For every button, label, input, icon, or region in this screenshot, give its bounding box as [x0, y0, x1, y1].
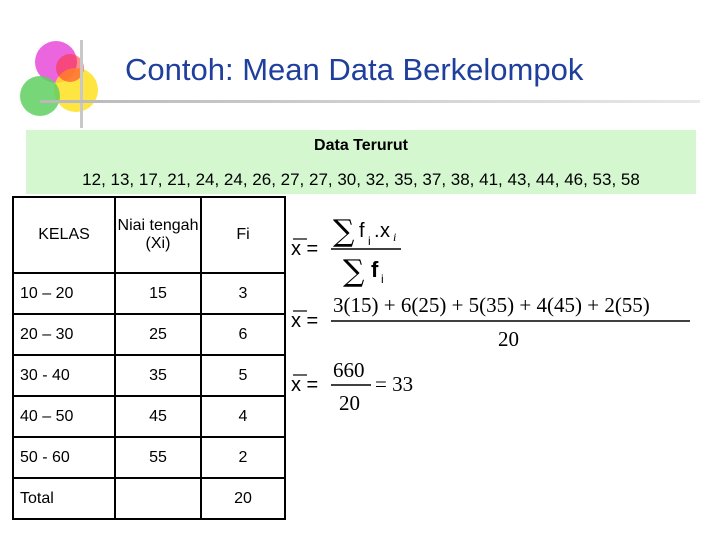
header-kelas: KELAS [13, 197, 115, 273]
formula3-denominator: 20 [339, 391, 360, 415]
table-row [13, 396, 285, 437]
formula-result [291, 358, 413, 415]
table-row [13, 273, 285, 314]
cell-kelas: 20 – 30 [13, 314, 115, 355]
frequency-table [12, 196, 286, 520]
formula2-numerator: 3(15) + 6(25) + 5(35) + 4(45) + 2(55) [333, 293, 650, 317]
decorative-logo [10, 38, 100, 118]
cell-xi: 25 [115, 314, 201, 355]
cell-kelas: 30 - 40 [13, 355, 115, 396]
cell-fi: 2 [201, 437, 285, 478]
formula-substituted [291, 293, 690, 351]
cell-xi: 15 [115, 273, 201, 314]
formula3-result: = 33 [375, 372, 414, 396]
header-horizontal-rule [40, 100, 700, 103]
cell-fi: 4 [201, 396, 285, 437]
formula1-num-i2: i [393, 230, 397, 244]
cell-kelas: 40 – 50 [13, 396, 115, 437]
cell-fi: 3 [201, 273, 285, 314]
sorted-data-values: 12, 13, 17, 21, 24, 24, 26, 27, 27, 30, 32, 35, 37, 38, 41, 43, 44, 46, 53, 58 [82, 170, 640, 189]
cell-kelas: 50 - 60 [13, 437, 115, 478]
formula3-lhs: x = [291, 374, 319, 396]
formula3-numerator: 660 [333, 358, 365, 382]
cell-fi: 5 [201, 355, 285, 396]
cell-kelas: Total [13, 478, 115, 519]
cell-kelas: 10 – 20 [13, 273, 115, 314]
formula-general [291, 214, 401, 289]
cell-xi [115, 478, 201, 519]
sorted-data-box [26, 130, 696, 194]
header-nilai-tengah: Niai tengah (Xi) [115, 197, 201, 273]
mean-formulas [285, 205, 705, 425]
header-vertical-rule [80, 40, 83, 128]
formula1-num-f: f [359, 220, 365, 242]
table-row [13, 355, 285, 396]
page-title: Contoh: Mean Data Berkelompok [125, 52, 584, 87]
formula1-den-i: i [381, 272, 384, 286]
table-total-row [13, 478, 285, 519]
sigma-icon: ∑ [333, 214, 355, 249]
sigma-icon: ∑ [343, 254, 365, 289]
table-row [13, 314, 285, 355]
formula2-denominator: 20 [498, 327, 519, 351]
cell-xi: 45 [115, 396, 201, 437]
formula2-lhs: x = [291, 310, 319, 332]
formula1-num-i: i [368, 234, 371, 248]
sorted-data-title: Data Terurut [314, 137, 408, 154]
header-fi: Fi [201, 197, 285, 273]
formula-svg [285, 205, 705, 425]
cell-fi: 6 [201, 314, 285, 355]
table-row [13, 437, 285, 478]
cell-xi: 55 [115, 437, 201, 478]
formula1-den-f: f [371, 257, 379, 282]
formula1-num-dot: . [374, 220, 380, 242]
cell-xi: 35 [115, 355, 201, 396]
table-header-row [13, 197, 285, 273]
cell-fi: 20 [201, 478, 285, 519]
formula1-lhs: x = [291, 238, 319, 260]
formula1-num-x: x [380, 220, 390, 242]
